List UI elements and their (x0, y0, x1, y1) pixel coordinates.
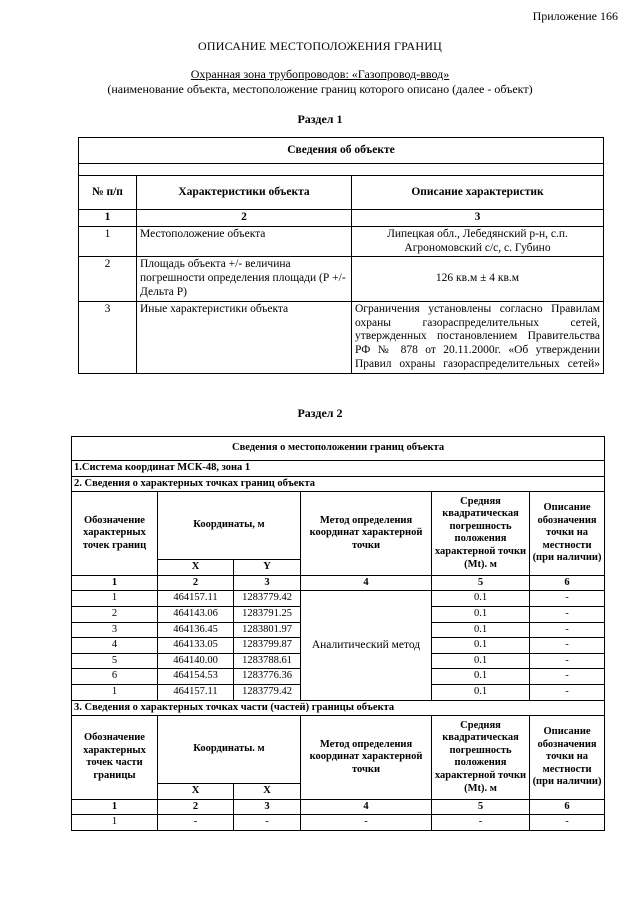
point-x: 464136.45 (158, 622, 234, 638)
section-2-title: Раздел 2 (297, 406, 343, 420)
point-error: 0.1 (432, 684, 530, 700)
column-number: 3 (234, 575, 301, 591)
table-title: Сведения о местоположении границ объекта (72, 437, 605, 461)
point-description: - (530, 684, 605, 700)
point-x: 464157.11 (158, 684, 234, 700)
object-name-text: Охранная зона трубопроводов: «Газопровод-ввод» (190, 67, 450, 81)
column-header-method: Метод определения координат характерной точки (301, 492, 432, 576)
point-y: 1283791.25 (234, 606, 301, 622)
point-y: 1283779.42 (234, 684, 301, 700)
part-2-title: 2. Сведения о характерных точках границ объекта (72, 476, 605, 492)
column-header-designation: Обозначение характерных точек границ (72, 492, 158, 576)
point-y: 1283788.61 (234, 653, 301, 669)
column-header-coordinates: Координаты, м (158, 492, 301, 560)
point-id: 1 (72, 815, 158, 831)
document-title: ОПИСАНИЕ МЕСТОПОЛОЖЕНИЯ ГРАНИЦ (198, 39, 442, 53)
appendix-label: Приложение 166 (532, 9, 618, 23)
column-number: 6 (530, 799, 605, 815)
column-number: 1 (72, 575, 158, 591)
column-header-characteristic: Характеристики объекта (137, 176, 352, 210)
point-y: 1283779.42 (234, 591, 301, 607)
column-header-point-description: Описание обозначения точки на местности (при наличии) (530, 492, 605, 576)
table-row (72, 815, 605, 831)
point-x: 464143.06 (158, 606, 234, 622)
point-method: - (301, 815, 432, 831)
point-y: 1283799.87 (234, 638, 301, 654)
point-x: 464154.53 (158, 669, 234, 685)
column-header-point-description: Описание обозначения точки на местности (при наличии) (530, 716, 605, 800)
table-row (79, 301, 604, 373)
column-number: 4 (301, 799, 432, 815)
column-header-coordinates: Координаты. м (158, 716, 301, 784)
point-description: - (530, 815, 605, 831)
column-header-error: Средняя квадратическая погрешность положения характерной точки (Mt). м (432, 492, 530, 576)
point-description: - (530, 669, 605, 685)
point-error: - (432, 815, 530, 831)
column-header-number: № п/п (79, 176, 137, 210)
method-value: Аналитический метод (301, 591, 432, 700)
column-number: 2 (158, 575, 234, 591)
column-header-x: X (158, 560, 234, 576)
table-row (72, 591, 605, 607)
point-description: - (530, 638, 605, 654)
boundary-location-table (71, 436, 605, 831)
row-description: Ограничения установлены согласно Правилам охраны газораспределительных сетей, утвержденных постановлением Правительства РФ № 878 от 20.11.2000г. «Об утверждении Правил охраны газораспределительных сетей» (352, 301, 604, 373)
column-header-x: X (158, 784, 234, 800)
part-3-title: 3. Сведения о характерных точках части (частей) границы объекта (72, 700, 605, 716)
coordinate-system: 1.Система координат МСК-48, зона 1 (72, 461, 605, 477)
column-number: 5 (432, 575, 530, 591)
column-number: 3 (352, 210, 604, 227)
row-characteristic: Местоположение объекта (137, 226, 352, 257)
row-description: Липецкая обл., Лебедянский р-н, с.п. Агрономовский с/с, с. Губино (352, 226, 604, 257)
row-description: 126 кв.м ± 4 кв.м (352, 257, 604, 301)
column-header-description: Описание характеристик (352, 176, 604, 210)
column-number: 5 (432, 799, 530, 815)
point-error: 0.1 (432, 606, 530, 622)
object-info-table (78, 137, 604, 374)
point-x: - (158, 815, 234, 831)
column-number: 1 (79, 210, 137, 227)
point-x: 464133.05 (158, 638, 234, 654)
row-number: 2 (79, 257, 137, 301)
point-error: 0.1 (432, 591, 530, 607)
column-header-error: Средняя квадратическая погрешность положения характерной точки (Mt). м (432, 716, 530, 800)
row-number: 3 (79, 301, 137, 373)
column-header-x: X (234, 784, 301, 800)
column-header-y: Y (234, 560, 301, 576)
object-name-note: (наименование объекта, местоположение границ которого описано (далее - объект) (107, 82, 533, 96)
point-error: 0.1 (432, 638, 530, 654)
row-characteristic: Площадь объекта +/- величина погрешности определения площади (Р +/- Дельта Р) (137, 257, 352, 301)
table-row (79, 226, 604, 257)
table-row (79, 257, 604, 301)
column-number: 6 (530, 575, 605, 591)
point-error: 0.1 (432, 622, 530, 638)
point-x: 464140.00 (158, 653, 234, 669)
blank-row (79, 164, 604, 176)
point-id: 4 (72, 638, 158, 654)
column-number: 2 (137, 210, 352, 227)
point-id: 5 (72, 653, 158, 669)
row-characteristic: Иные характеристики объекта (137, 301, 352, 373)
section-1-title: Раздел 1 (297, 112, 343, 126)
column-header-designation: Обозначение характерных точек части границы (72, 716, 158, 800)
column-number: 1 (72, 799, 158, 815)
point-error: 0.1 (432, 653, 530, 669)
point-y: - (234, 815, 301, 831)
point-id: 6 (72, 669, 158, 685)
point-y: 1283776.36 (234, 669, 301, 685)
point-error: 0.1 (432, 669, 530, 685)
column-number: 2 (158, 799, 234, 815)
point-id: 2 (72, 606, 158, 622)
point-description: - (530, 653, 605, 669)
point-description: - (530, 622, 605, 638)
row-number: 1 (79, 226, 137, 257)
point-id: 1 (72, 591, 158, 607)
column-header-method: Метод определения координат характерной точки (301, 716, 432, 800)
point-id: 1 (72, 684, 158, 700)
table-title: Сведения об объекте (79, 138, 604, 164)
point-id: 3 (72, 622, 158, 638)
object-name (0, 67, 640, 82)
point-description: - (530, 591, 605, 607)
column-number: 4 (301, 575, 432, 591)
point-description: - (530, 606, 605, 622)
column-number: 3 (234, 799, 301, 815)
point-y: 1283801.97 (234, 622, 301, 638)
point-x: 464157.11 (158, 591, 234, 607)
